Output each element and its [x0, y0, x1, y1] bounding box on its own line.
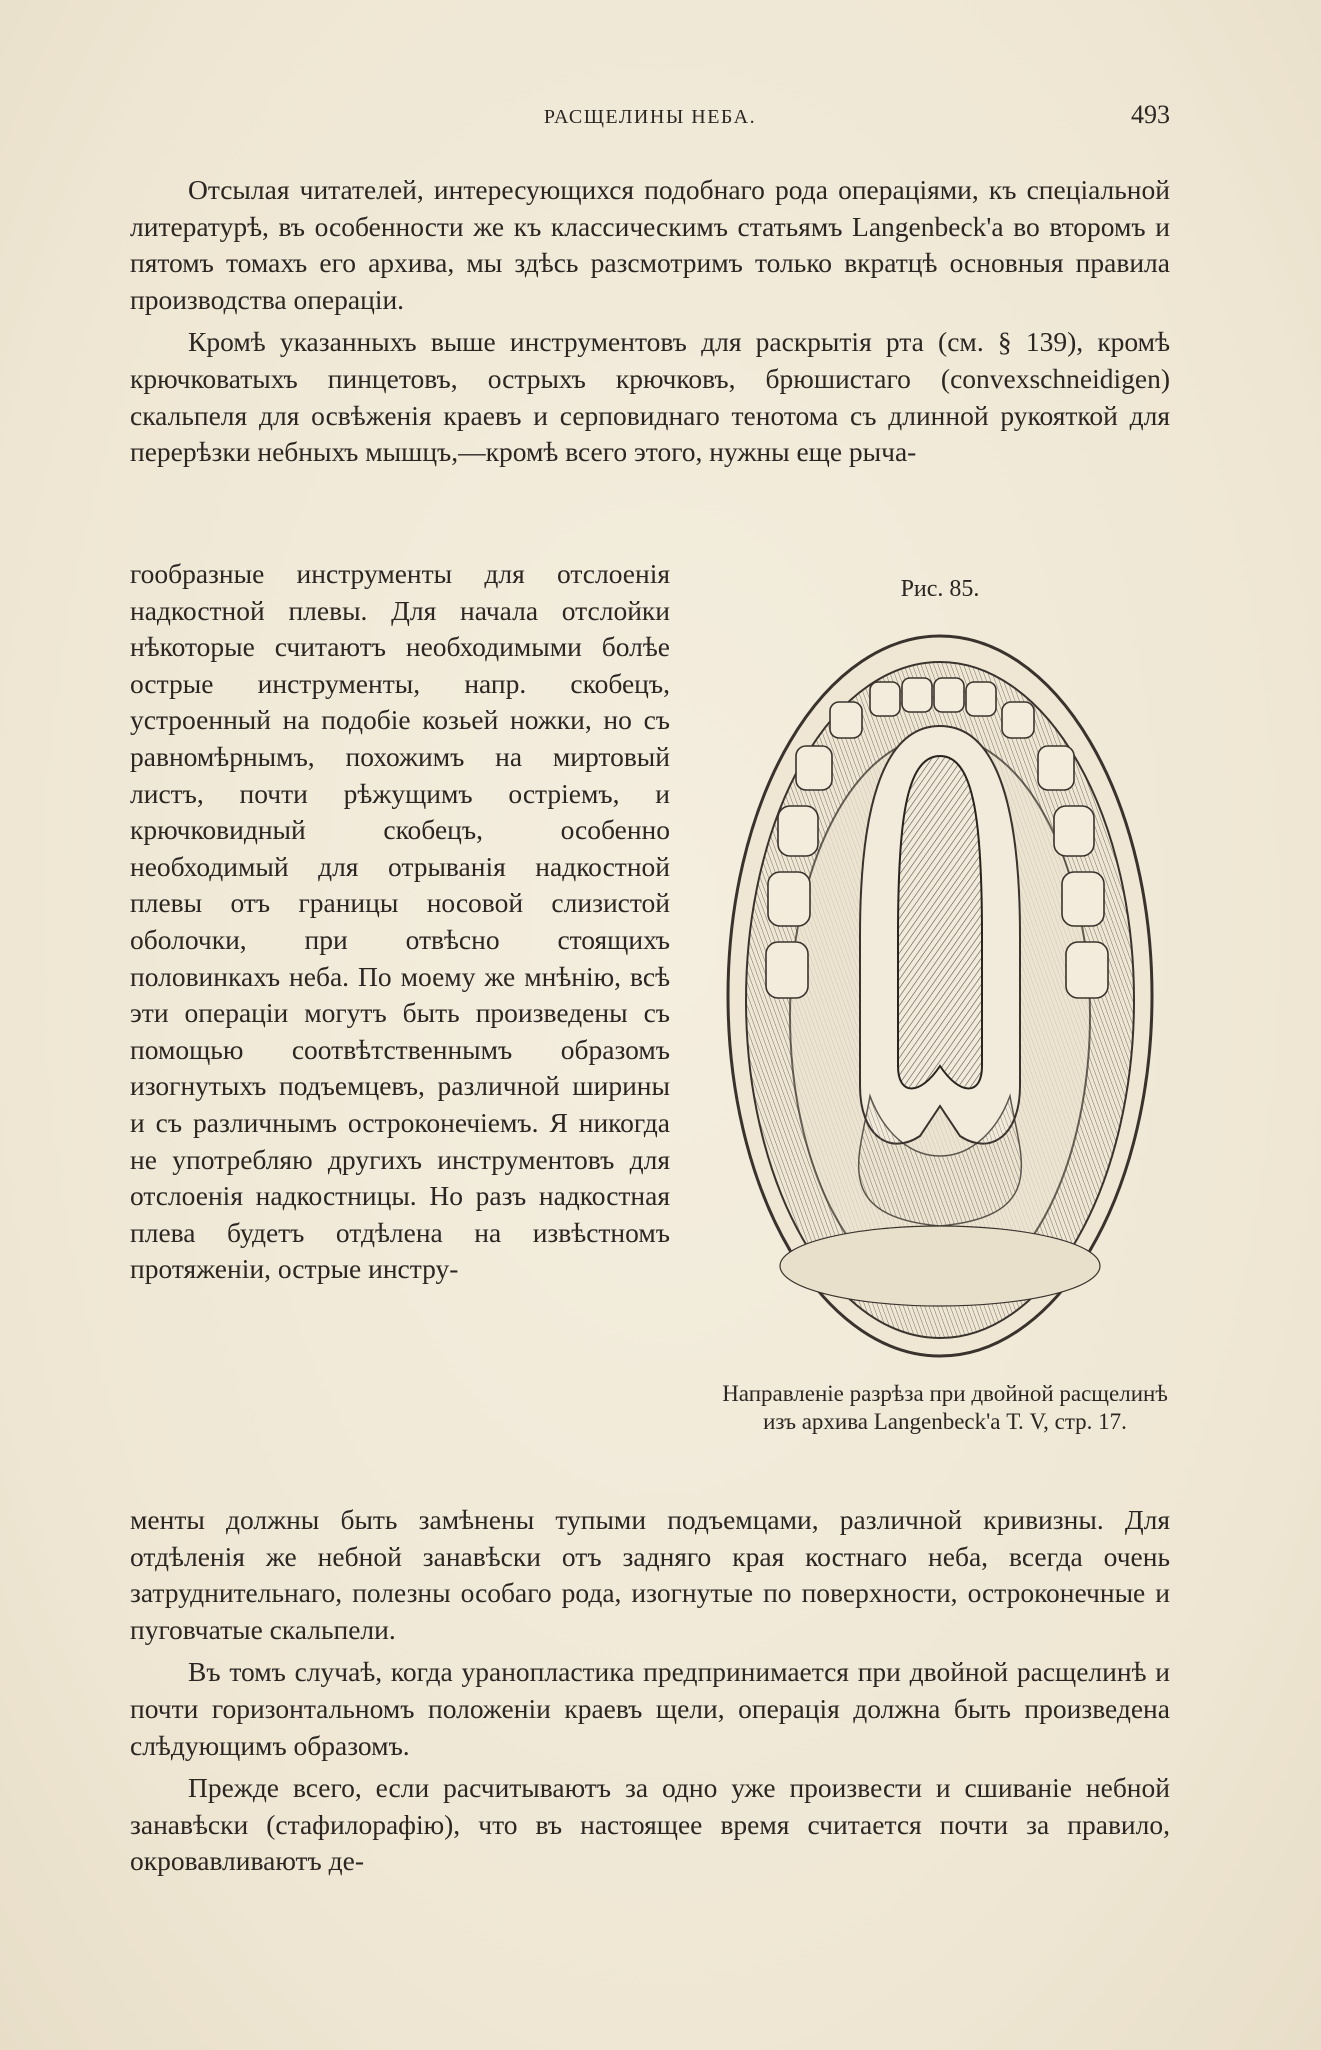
text-top: [130, 172, 1170, 477]
paragraph-4: Прежде всего, если расчитываютъ за одно уже произвести и сшиваніе небной занавѣски (стафилорафію), что въ настоящее время считается почти за правило, окровавливаютъ де-: [130, 1772, 1170, 1877]
palate-illustration: [720, 616, 1160, 1376]
text-bottom: [130, 1502, 1170, 1886]
page-header: [130, 100, 1170, 140]
figure-85: [700, 568, 1180, 1518]
text-wrap-column: [130, 556, 670, 1288]
paragraph-3: Въ томъ случаѣ, когда уранопластика предпринимается при двойной расщелинѣ и почти горизонтальномъ положеніи краевъ щели, операція должна быть произведена слѣдующимъ образомъ.: [130, 1656, 1170, 1761]
page-number: 493: [1131, 100, 1170, 129]
running-head: РАСЩЕЛИНЫ НЕБА.: [543, 106, 757, 128]
paragraph-1: Отсылая читателей, интересующихся подобнаго рода операціями, къ спеціальной литературѣ, въ особенности же къ классическимъ статьямъ Langenbeck'а во второмъ и пятомъ томахъ его архива, мы здѣсь разсмотримъ только вкратцѣ основныя правила производства операціи.: [130, 174, 1170, 315]
paragraph-2-top: Кромѣ указанныхъ выше инструментовъ для раскрытія рта (см. § 139), кромѣ крючковатыхъ пинцетовъ, острыхъ крючковъ, брюшистаго (convexschneidigen) скальпеля для освѣженія краевъ и серповиднаго тенотома съ длинной рукояткой для перерѣзки небныхъ мышцъ,—кромѣ всего этого, нужны еще рыча-: [130, 326, 1170, 468]
figure-label: Рис. 85.: [900, 576, 980, 602]
figure-caption: Направленіе разрѣза при двойной расщелинѣ изъ архива Langenbeck'а Т. V, стр. 17.: [722, 1381, 1168, 1434]
paragraph-2-bottom: менты должны быть замѣнены тупыми подъемцами, различной кривизны. Для отдѣленія же небной занавѣски отъ задняго края костнаго неба, всегда очень затруднительнаго, полезны особаго рода, изогнутые по поверхности, остроконечные и пуговчатые скальпели.: [130, 1504, 1170, 1645]
paragraph-2-wrap: гообразные инструменты для отслоенія надкостной плевы. Для начала отслойки нѣкоторые считаютъ необходимыми болѣе острые инструменты, напр. скобецъ, устроенный на подобіе козьей ножки, но съ равномѣрнымъ, похожимъ на миртовый листъ, почти рѣжущимъ остріемъ, и крючковидный скобецъ, особенно необходимый для отрыванія надкостной плевы отъ границы носовой слизистой оболочки, при отвѣсно стоящихъ половинкахъ неба. По моему же мнѣнію, всѣ эти операціи могутъ быть произведены съ помощью соотвѣтственнымъ образомъ изогнутыхъ подъемцевъ, различной ширины и съ различнымъ остроконечіемъ. Я никогда не употребляю другихъ инструментовъ для отслоенія надкостницы. Но разъ надкостная плева будетъ отдѣлена на извѣстномъ протяженіи, острые инстру-: [130, 558, 670, 1285]
